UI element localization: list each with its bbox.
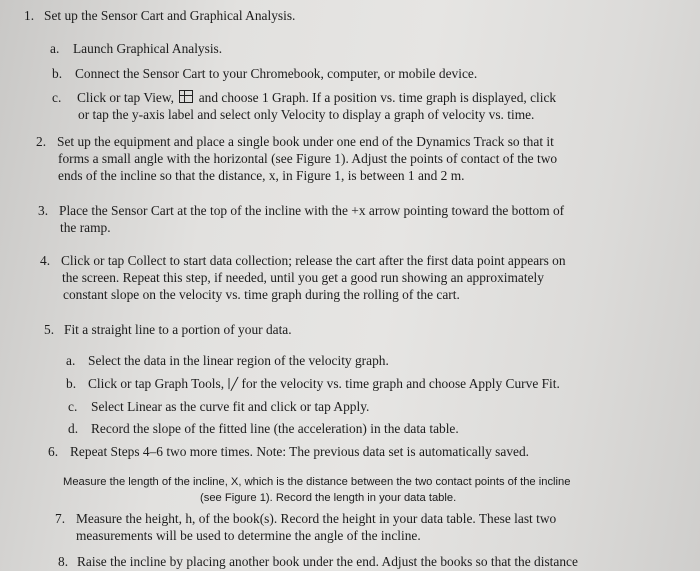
measure-note-line2: (see Figure 1). Record the length in your data table. (200, 492, 457, 504)
step-2-line2: forms a small angle with the horizontal (see Figure 1). Adjust the points of contact of the two (58, 151, 558, 166)
step-1c-line1 (77, 90, 556, 106)
step-4-number: 4. (40, 253, 51, 268)
step-5-number: 5. (44, 322, 55, 337)
step-5b-pre: Click or tap Graph Tools, (88, 376, 225, 391)
step-1-text: Set up the Sensor Cart and Graphical Analysis. (44, 8, 296, 23)
measure-note-line1: Measure the length of the incline, X, which is the distance between the two contact points of the incline (63, 476, 571, 488)
step-5b-letter: b. (66, 376, 77, 391)
step-5-text: Fit a straight line to a portion of your data. (64, 322, 292, 337)
step-5a-text: Select the data in the linear region of the velocity graph. (88, 353, 389, 368)
step-7-line1: Measure the height, h, of the book(s). Record the height in your data table. These last two (76, 511, 557, 526)
step-6-text: Repeat Steps 4–6 two more times. Note: The previous data set is automatically saved. (70, 444, 530, 459)
text-cursor-icon (406, 388, 408, 396)
step-8-text: Raise the incline by placing another book under the end. Adjust the books so that the distance (77, 554, 578, 569)
step-5a-letter: a. (66, 353, 76, 368)
step-4-line1: Click or tap Collect to start data collection; release the cart after the first data point appears on (61, 253, 566, 268)
step-8-number: 8. (58, 554, 69, 569)
step-1-number: 1. (24, 8, 35, 23)
step-2-line1: Set up the equipment and place a single book under one end of the Dynamics Track so that it (57, 134, 554, 149)
step-3-line1: Place the Sensor Cart at the top of the incline with the +x arrow pointing toward the bottom of (59, 203, 565, 218)
step-5c-letter: c. (68, 399, 78, 414)
step-1c-letter: c. (52, 90, 62, 105)
graph-tools-icon: ∣╱ (227, 377, 239, 391)
step-1c-line2: or tap the y-axis label and select only Velocity to display a graph of velocity vs. time. (78, 107, 535, 122)
step-3-line2: the ramp. (60, 220, 111, 235)
step-7-number: 7. (55, 511, 66, 526)
step-5c-text: Select Linear as the curve fit and click or tap Apply. (91, 399, 370, 414)
step-6-number: 6. (48, 444, 59, 459)
step-1c-post: and choose 1 Graph. If a position vs. time graph is displayed, click (198, 90, 557, 105)
step-5d-text: Record the slope of the fitted line (the acceleration) in the data table. (91, 421, 459, 436)
step-1a-text: Launch Graphical Analysis. (73, 41, 223, 56)
step-5b-post: for the velocity vs. time graph and choose Apply Curve Fit. (241, 376, 560, 391)
step-5b-line (88, 376, 560, 392)
step-4-line3: constant slope on the velocity vs. time graph during the rolling of the cart. (63, 287, 460, 302)
step-4-line2: the screen. Repeat this step, if needed, until you get a good run showing an approximately (62, 270, 544, 285)
step-2-number: 2. (36, 134, 47, 149)
step-5d-letter: d. (68, 421, 79, 436)
step-3-number: 3. (38, 203, 49, 218)
step-1a-letter: a. (50, 41, 60, 56)
step-1b-letter: b. (52, 66, 63, 81)
step-7-line2: measurements will be used to determine the angle of the incline. (76, 528, 421, 543)
step-1b-text: Connect the Sensor Cart to your Chromebook, computer, or mobile device. (75, 66, 478, 81)
step-2-line3: ends of the incline so that the distance, x, in Figure 1, is between 1 and 2 m. (58, 168, 465, 183)
graph-layout-icon (179, 90, 193, 103)
step-1c-pre: Click or tap View, (77, 90, 175, 105)
